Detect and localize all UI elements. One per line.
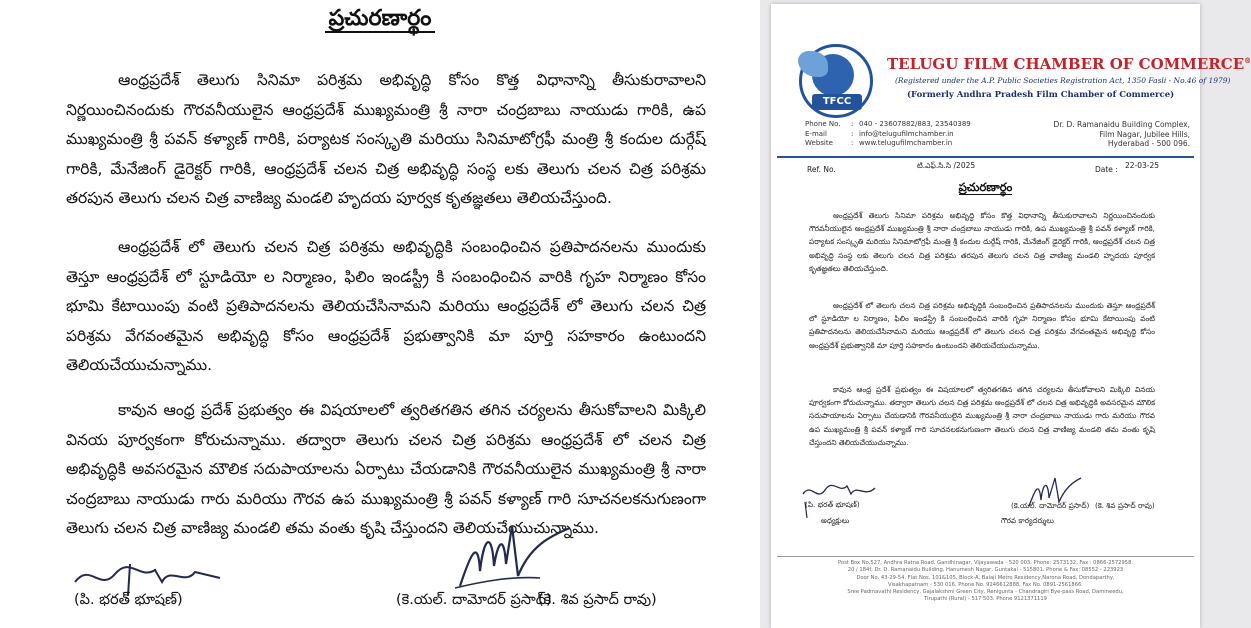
organization-name: TELUGU FILM CHAMBER OF COMMERCE® [887, 55, 1251, 73]
header-divider [777, 156, 1194, 158]
letter-paragraph: కావున ఆంధ్ర ప్రదేశ్ ప్రభుత్వం ఈ విషయాలలో త్వరితగతిన తగిన చర్యలను తీసుకోవాలని మిక్కిలి వినయ పూర్వకంగా కోరుచున్నాము. తద్వారా తెలుగు చలన చిత్ర పరిశ్రమ ఆంధ్రప్రదేశ్ లో చలన చిత్ర అభివృద్ధికి అవసరమైన మౌలిక సదుపాయాలను ఏర్పాటు చేయడానికి గౌరవనీయులైన ముఖ్యమంత్రి శ్రీ నారా చంద్రబాబు నాయుడు గారు మరియు గౌరవ ఉప ముఖ్యమంత్రి శ్రీ పవన్ కళ్యాణ్ గారి సూచనలకనుగుణంగా తెలుగు చలన చిత్ర వాణిజ్య మండలి తమ వంతు కృషి చేస్తుందని తెలియచేయుచున్నాము. [809, 385, 1155, 447]
map-icon [798, 51, 828, 77]
registration-line: (Registered under the A.P. Public Societies Registration Act, 1350 Fasli - No.46 of 1979) [895, 76, 1231, 85]
contact-row: Phone No. : 040 - 23607882/883, 23540389 [805, 120, 971, 128]
letter-paragraph: ఆంధ్రప్రదేశ్ లో తెలుగు చలన చిత్ర పరిశ్రమ అభివృద్ధికి సంబంధించిన ప్రతిపాదనలను ముందుకు తెస్తూ ఆంధ్రప్రదేశ్ లో స్టూడియో ల నిర్మాణం, ఫిలిం ఇండస్ట్రీ కి సంబంధించిన వారికి గృహ నిర్మాణం కోసం భూమి కేటాయింపు వంటి ప్రతిపాదనలను తెలియచేసినామని మరియు ఆంధ్రప్రదేశ్ లో తెలుగు చలన చిత్ర పరిశ్రమ వేగవంతమైన అభివృద్ధి కోసం ఆంధ్రప్రదేశ్ ప్రభుత్వానికి మా పూర్తి సహకారం ఉంటుందని తెలియచేయుచున్నాము. [809, 301, 1155, 350]
letter-paragraph: ఆంధ్రప్రదేశ్ తెలుగు సినిమా పరిశ్రమ అభివృద్ధి కోసం కొత్త విధానాన్ని తీసుకురావాలని నిర్ణయించినందుకు గౌరవనీయులైన ఆంధ్రప్రదేశ్ ముఖ్యమంత్రి శ్రీ నారా చంద్రబాబు నాయుడు గారికి, ఉప ముఖ్యమంత్రి శ్రీ పవన్ కళ్యాణ్ గారికి, పర్యాటక సంస్కృతి మరియు సినిమాటోగ్రఫీ మంత్రి శ్రీ కందుల దుర్గేష్ గారికి, మేనేజింగ్ డైరెక్టర్ గారికి, ఆంధ్రప్రదేశ్ చలన చిత్ర అభివృద్ధి సంస్థ లకు తెలుగు చలన చిత్ర పరిశ్రమ తరపున తెలుగు చలన చిత్ర వాణిజ్య మండలి హృదయ పూర్వక కృతజ్ఞతలు తెలియచేస్తుంది. [809, 211, 1155, 273]
contact-row: E-mail : info@telugufilmchamber.in [805, 129, 954, 138]
ref-label: Ref. No. [807, 165, 836, 174]
contact-row: Website : www.telugufilmchamber.in [805, 139, 953, 147]
ref-number: టి.ఎఫ్.సి.సి /2025 [917, 161, 976, 170]
signatory-name: (కె.యల్. దామోదర్ ప్రసాద్) [396, 592, 552, 608]
date-value: 22-03-25 [1125, 161, 1160, 170]
signatory-name: (కె.యల్. దామోదర్ ప్రసాద్) [1011, 501, 1090, 510]
letterhead-document [771, 4, 1251, 628]
signatory-name: (కె. శివ ప్రసాద్ రావు) [1095, 501, 1155, 510]
signatory-name: (పి. భరత్ భూషణ్) [805, 500, 860, 509]
address-block: Dr. D. Ramanaidu Building Complex, Film Nagar, Jubilee Hills, Hyderabad - 500 096. [1053, 120, 1190, 148]
signatory-name: (కె. శివ ప్రసాద్ రావు) [538, 592, 657, 608]
signatory-name: (పి. భరత్ భూషణ్) [74, 592, 183, 608]
press-note-paragraph: ఆంధ్రప్రదేశ్ లో తెలుగు చలన చిత్ర పరిశ్రమ అభివృద్ధికి సంబంధించిన ప్రతిపాదనలను ముందుకు తెస్తూ ఆంధ్రప్రదేశ్ లో స్టూడియో ల నిర్మాణం, ఫిలిం ఇండస్ట్రీ కి సంబంధించిన వారికి గృహ నిర్మాణం కోసం భూమి కేటాయింపు వంటి ప్రతిపాదనలను తెలియచేసినామని మరియు ఆంధ్రప్రదేశ్ లో తెలుగు చలన చిత్ర పరిశ్రమ వేగవంతమైన అభివృద్ధి కోసం ఆంధ్రప్రదేశ్ ప్రభుత్వానికి మా పూర్తి సహకారం ఉంటుందని తెలియచేయుచున్నాము. [66, 238, 706, 374]
tfcc-logo [799, 44, 873, 118]
footer-divider [777, 556, 1194, 557]
branch-addresses-footer: Post Box No.527, Andhra Ratna Road, Gandhinagar, Vijayawada - 520 003. Phone: 2573132, Fax : 0866-2572958. 20 / 184f, Dr. D. Ramanaidu Building, Hanumesh Nagar, Guntakal - 515801. Phone & Fax: 08552 - 223923 Door No. 43-29-54, Flat Nos. 101&105, Block-A, Balaji Metro Residency,Narona Road, Dondaparthy, Visakhapatnam - 530 016. Phone No. 9246612888, Fax No. 0891-2561866. Sree Padmavathi Residency, Gajalakshmi Green City, Renigunta - Chandragiri Bye-pass Road, Damineedu, Tirupathi (Rural) - 517 503. Phone 9121371119 [837, 560, 1134, 603]
signatory-role: గౌరవ కార్యదర్శులు [1001, 516, 1054, 525]
signature-image [799, 472, 879, 522]
contact-block [805, 120, 971, 149]
signature-image [440, 516, 580, 596]
signatory-role: అధ్యక్షులు [821, 516, 850, 525]
date-label: Date : [1095, 165, 1118, 174]
formerly-line: (Formerly Andhra Pradesh Film Chamber of Commerce) [907, 90, 1175, 100]
logo-text: TFCC [812, 94, 862, 110]
press-note-paragraph: ఆంధ్రప్రదేశ్ తెలుగు సినిమా పరిశ్రమ అభివృద్ధి కోసం కొత్త విధానాన్ని తీసుకురావాలని నిర్ణయించినందుకు గౌరవనీయులైన ఆంధ్రప్రదేశ్ ముఖ్యమంత్రి శ్రీ నారా చంద్రబాబు నాయుడు గారికి, ఉప ముఖ్యమంత్రి శ్రీ పవన్ కళ్యాణ్ గారికి, పర్యాటక సంస్కృతి మరియు సినిమాటోగ్రఫీ మంత్రి శ్రీ కందుల దుర్గేష్ గారికి, మేనేజింగ్ డైరెక్టర్ గారికి, ఆంధ్రప్రదేశ్ చలన చిత్ర అభివృద్ధి సంస్థ లకు తెలుగు చలన చిత్ర పరిశ్రమ తరపున తెలుగు చలన చిత్ర వాణిజ్య మండలి హృదయ పూర్వక కృతజ్ఞతలు తెలియచేస్తుంది. [66, 71, 706, 207]
letter-title: ప్రచురణార్థం [958, 180, 1013, 194]
press-note-paragraph: కావున ఆంధ్ర ప్రదేశ్ ప్రభుత్వం ఈ విషయాలలో త్వరితగతిన తగిన చర్యలను తీసుకోవాలని మిక్కిలి వినయ పూర్వకంగా కోరుచున్నాము. తద్వారా తెలుగు చలన చిత్ర పరిశ్రమ ఆంధ్రప్రదేశ్ లో చలన చిత్ర అభివృద్ధికి అవసరమైన మౌలిక సదుపాయాలను ఏర్పాటు చేయడానికి గౌరవనీయులైన ముఖ్యమంత్రి శ్రీ నారా చంద్రబాబు నాయుడు గారు మరియు గౌరవ ఉప ముఖ్యమంత్రి శ్రీ పవన్ కళ్యాణ్ గారి సూచనలకనుగుణంగా తెలుగు చలన చిత్ర వాణిజ్య మండలి తమ వంతు కృషి చేస్తుందని తెలియచేయుచున్నాము. [66, 401, 706, 537]
press-note-title: ప్రచురణార్థం [0, 6, 760, 36]
